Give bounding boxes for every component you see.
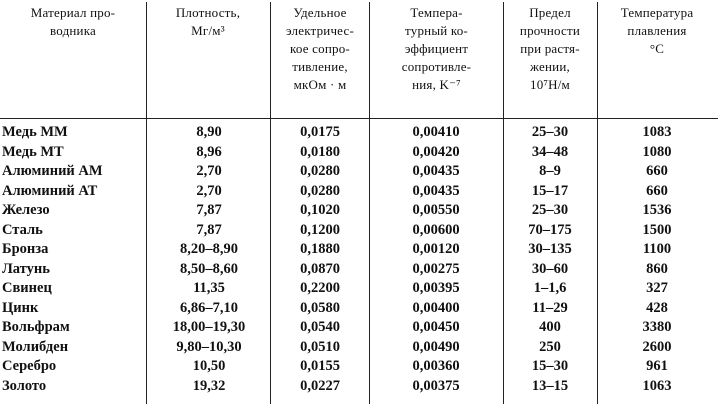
- cell-resistivity: 0,0280: [300, 182, 340, 199]
- cell-density: 2,70: [196, 163, 222, 179]
- cell-material: Бронза: [2, 241, 49, 257]
- cell-temp-coefficient: 0,00450: [412, 319, 460, 335]
- cell-tensile-strength: 34–48: [531, 143, 569, 160]
- table-row: [0, 162, 718, 181]
- cell-material: Медь ММ: [2, 124, 68, 140]
- cell-temp-coefficient: 0,00275: [412, 260, 460, 277]
- cell-melting-point: 1536: [642, 202, 672, 218]
- cell-temp-coefficient: 0,00400: [412, 299, 460, 316]
- cell-tensile-strength: 11–29: [532, 299, 568, 316]
- cell-material: Золото: [2, 377, 47, 394]
- cell-tensile-strength: 70–175: [528, 221, 572, 238]
- cell-melting-point: 327: [646, 280, 668, 296]
- table-row: [0, 221, 718, 240]
- cell-tensile-strength: 15–17: [531, 182, 569, 199]
- cell-density: 19,32: [192, 377, 226, 394]
- table-row: [0, 240, 718, 259]
- cell-density: 8,96: [196, 143, 222, 160]
- cell-melting-point: 860: [646, 260, 668, 277]
- cell-melting-point: 428: [646, 299, 668, 316]
- cell-material: Молибден: [2, 338, 69, 355]
- cell-material: Сталь: [2, 221, 43, 238]
- header-resistivity: Удельное электричес- кое сопро- тивление, мкОм · м: [286, 5, 354, 92]
- cell-density: 7,87: [196, 202, 222, 218]
- cell-resistivity: 0,0155: [300, 358, 340, 374]
- cell-melting-point: 1083: [642, 124, 672, 140]
- cell-resistivity: 0,0580: [300, 299, 340, 316]
- cell-resistivity: 0,1880: [300, 241, 340, 257]
- cell-melting-point: 660: [646, 163, 668, 179]
- cell-temp-coefficient: 0,00600: [412, 221, 460, 238]
- cell-melting-point: 1500: [642, 221, 672, 238]
- cell-temp-coefficient: 0,00435: [412, 163, 460, 179]
- cell-melting-point: 660: [646, 182, 668, 199]
- header-material: Материал про- водника: [30, 5, 116, 38]
- cell-tensile-strength: 30–60: [531, 260, 569, 277]
- cell-melting-point: 1063: [642, 377, 672, 394]
- cell-tensile-strength: 13–15: [531, 377, 569, 394]
- cell-melting-point: 2600: [642, 338, 672, 355]
- table-row: [0, 123, 718, 142]
- cell-resistivity: 0,0510: [300, 338, 340, 355]
- cell-tensile-strength: 25–30: [531, 202, 569, 218]
- cell-temp-coefficient: 0,00490: [412, 338, 460, 355]
- cell-temp-coefficient: 0,00395: [412, 280, 460, 296]
- cell-tensile-strength: 250: [539, 338, 561, 355]
- cell-temp-coefficient: 0,00420: [412, 143, 460, 160]
- cell-material: Медь МТ: [2, 143, 64, 160]
- header-density: Плотность, Мг/м³: [175, 5, 241, 38]
- header-divider: [0, 118, 718, 119]
- cell-material: Железо: [2, 202, 50, 218]
- table-row: [0, 260, 718, 279]
- cell-tensile-strength: 25–30: [531, 124, 569, 140]
- cell-resistivity: 0,0540: [300, 319, 340, 335]
- cell-tensile-strength: 400: [539, 319, 561, 335]
- table-row: [0, 279, 718, 298]
- cell-tensile-strength: 1–1,6: [533, 280, 567, 296]
- cell-temp-coefficient: 0,00550: [412, 202, 460, 218]
- cell-melting-point: 1080: [642, 143, 672, 160]
- cell-density: 18,00–19,30: [172, 319, 246, 335]
- cell-density: 6,86–7,10: [180, 299, 238, 316]
- cell-resistivity: 0,1020: [300, 202, 340, 218]
- cell-resistivity: 0,1200: [300, 221, 340, 238]
- cell-tensile-strength: 30–135: [528, 241, 572, 257]
- cell-material: Свинец: [2, 280, 52, 296]
- cell-material: Цинк: [2, 299, 39, 316]
- cell-resistivity: 0,0870: [300, 260, 340, 277]
- cell-material: Латунь: [2, 260, 50, 277]
- cell-material: Алюминий АТ: [2, 182, 98, 199]
- cell-density: 2,70: [196, 182, 222, 199]
- cell-density: 10,50: [192, 358, 226, 374]
- cell-density: 8,50–8,60: [180, 260, 238, 277]
- cell-tensile-strength: 15–30: [531, 358, 569, 374]
- cell-resistivity: 0,2200: [300, 280, 340, 296]
- table-row: [0, 377, 718, 396]
- cell-melting-point: 1100: [642, 241, 672, 257]
- cell-resistivity: 0,0227: [300, 377, 340, 394]
- cell-temp-coefficient: 0,00120: [412, 241, 460, 257]
- cell-density: 9,80–10,30: [176, 338, 242, 355]
- header-tensile-strength: Предел прочности при растя- жении, 10⁷Н/м: [519, 5, 581, 92]
- cell-resistivity: 0,0280: [300, 163, 340, 179]
- cell-tensile-strength: 8–9: [539, 163, 561, 179]
- cell-density: 8,20–8,90: [180, 241, 238, 257]
- cell-material: Серебро: [2, 358, 57, 374]
- table-row: [0, 357, 718, 376]
- cell-material: Вольфрам: [2, 319, 70, 335]
- cell-density: 11,35: [193, 280, 225, 296]
- cell-temp-coefficient: 0,00360: [412, 358, 460, 374]
- cell-resistivity: 0,0175: [300, 124, 340, 140]
- cell-density: 7,87: [196, 221, 222, 238]
- cell-resistivity: 0,0180: [300, 143, 340, 160]
- table-row: [0, 143, 718, 162]
- cell-temp-coefficient: 0,00410: [412, 124, 460, 140]
- table-row: [0, 182, 718, 201]
- cell-temp-coefficient: 0,00435: [412, 182, 460, 199]
- table-row: [0, 318, 718, 337]
- cell-melting-point: 3380: [642, 319, 672, 335]
- table-row: [0, 338, 718, 357]
- header-temp-coefficient: Темпера- турный ко- эффициент сопротивле- ния, K⁻⁷: [401, 5, 472, 92]
- cell-density: 8,90: [196, 124, 222, 140]
- table-row: [0, 299, 718, 318]
- table-row: [0, 201, 718, 220]
- cell-melting-point: 961: [646, 358, 668, 374]
- header-melting-point: Температура плавления °С: [620, 5, 694, 56]
- cell-temp-coefficient: 0,00375: [412, 377, 460, 394]
- cell-material: Алюминий АМ: [2, 163, 103, 179]
